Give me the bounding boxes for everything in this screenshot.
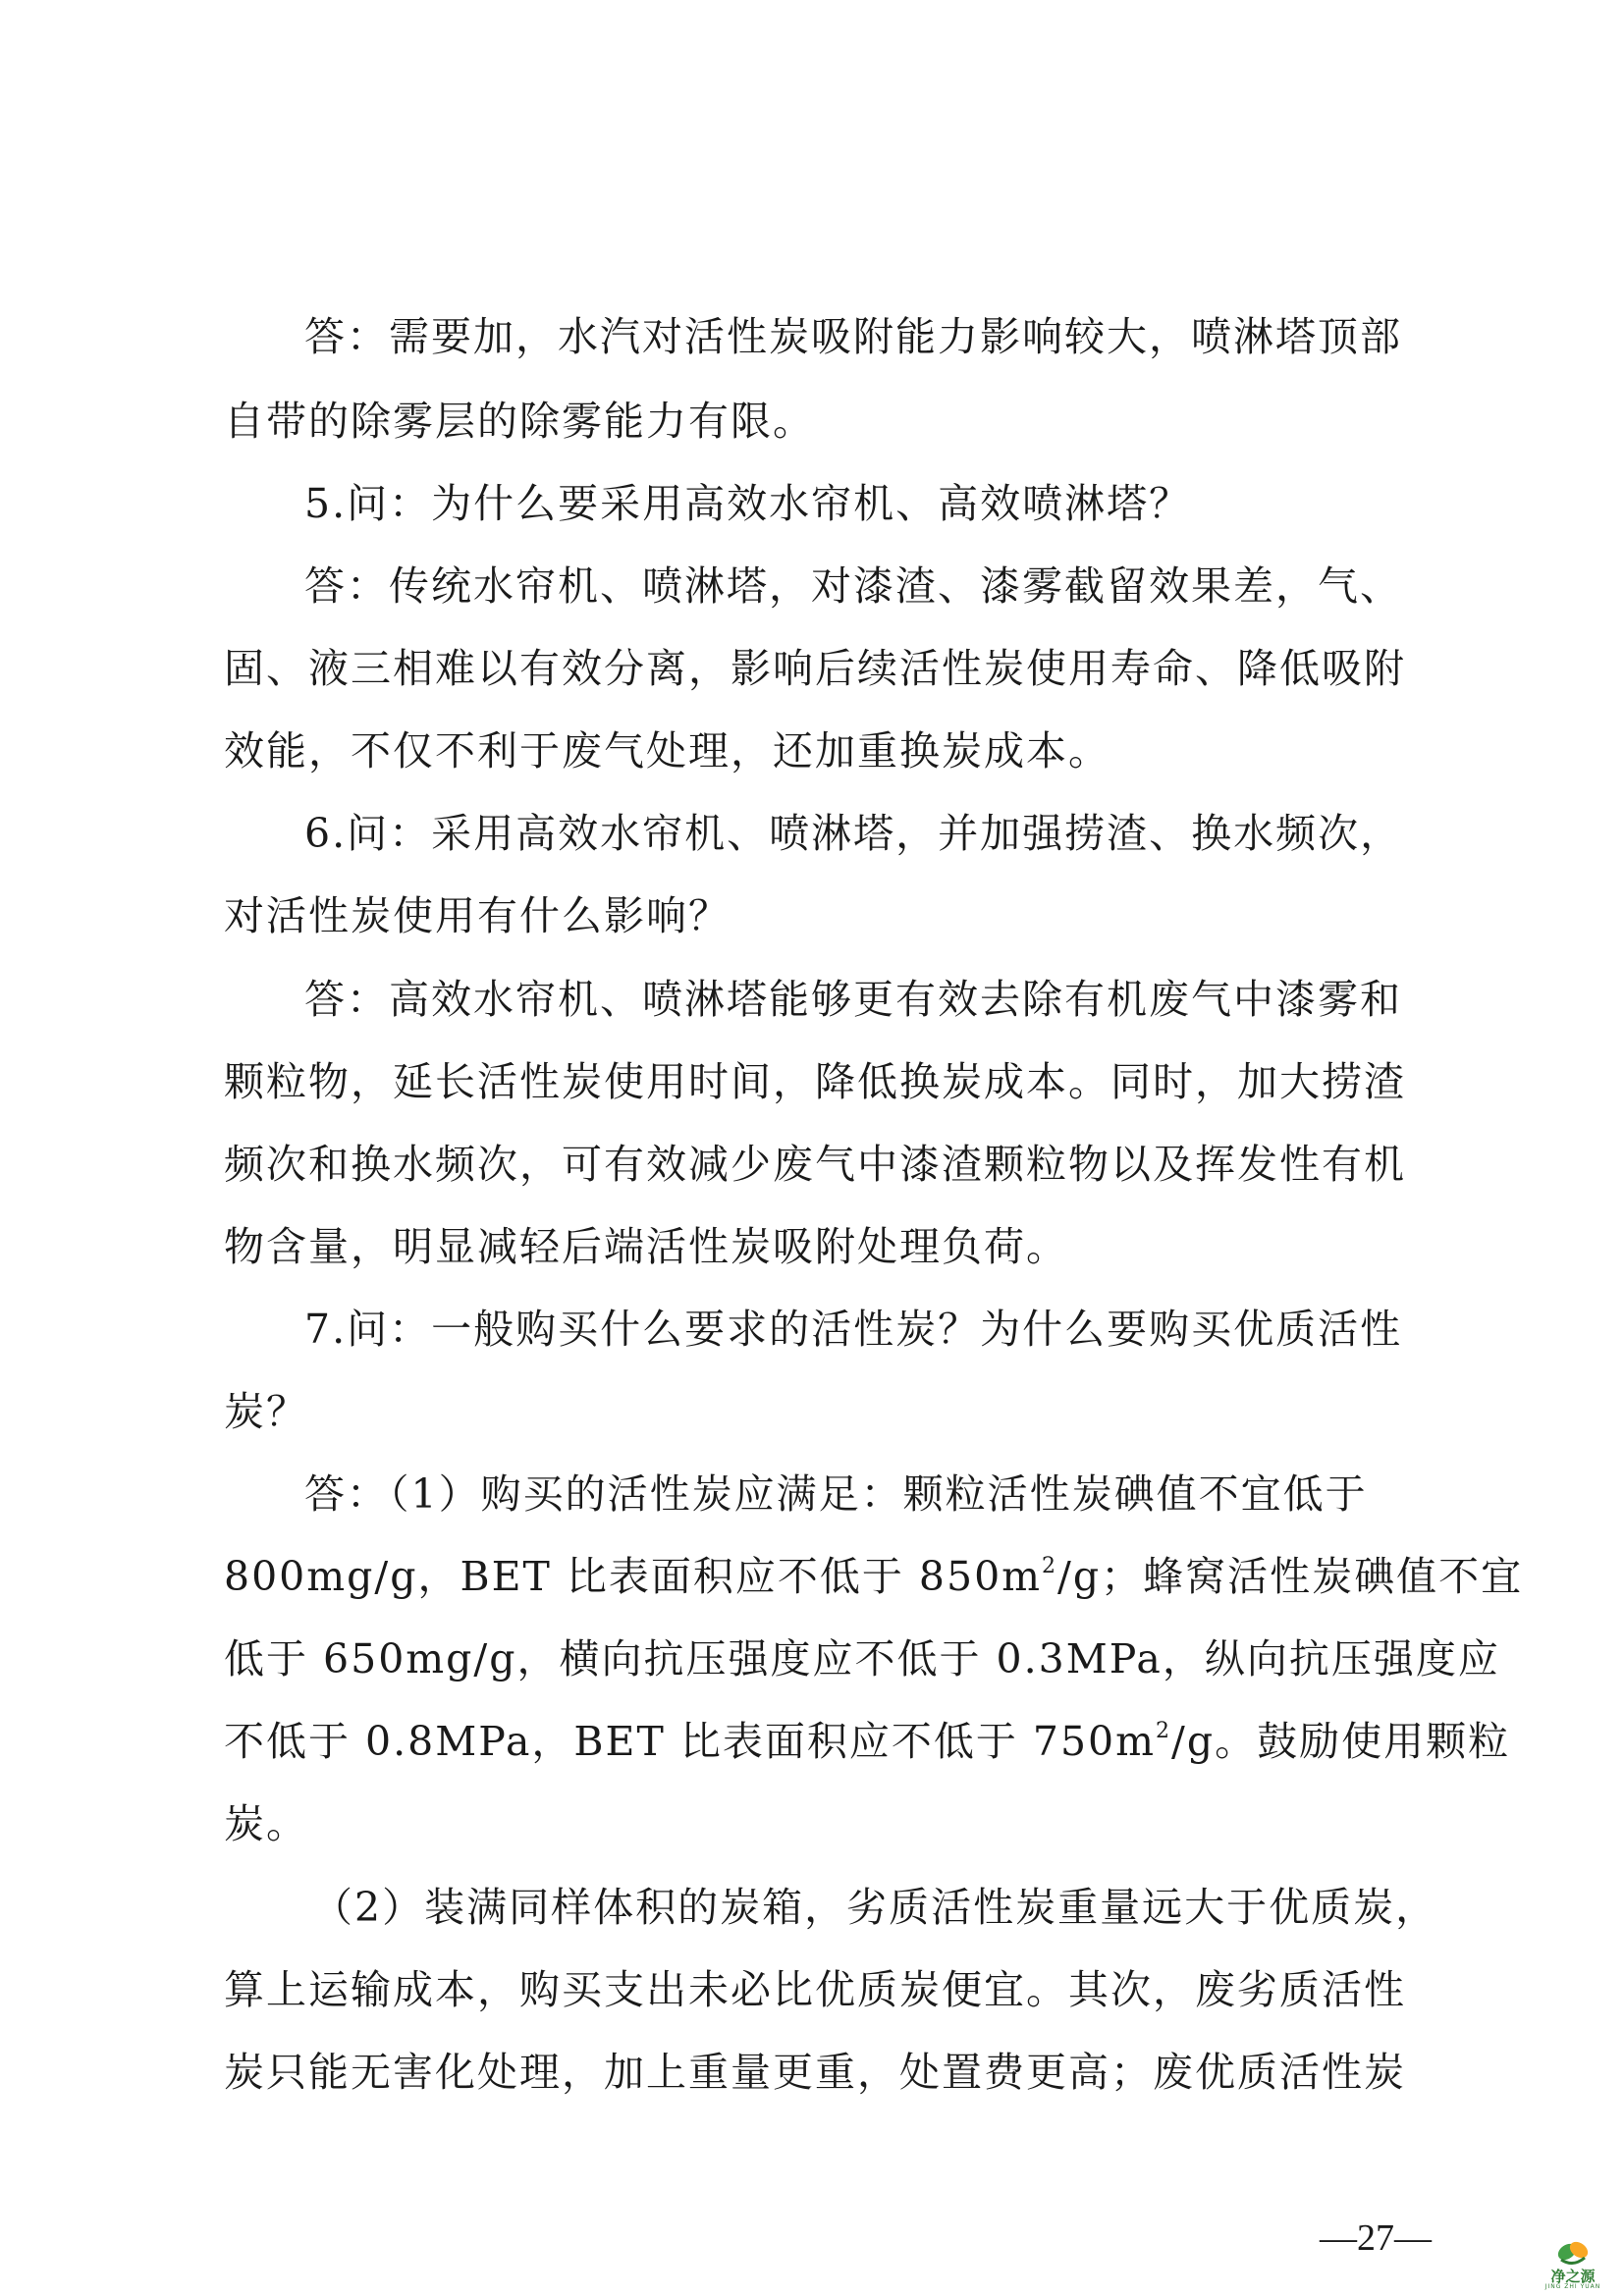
logo-subtitle: JING ZHI YUAN <box>1544 2283 1601 2290</box>
answer-6-line-1: 答：高效水帘机、喷淋塔能够更有效去除有机废气中漆雾和 <box>304 976 1402 1023</box>
answer-7-1-line-2-part-b: /g；蜂窝活性炭碘值不宜 <box>1057 1553 1524 1600</box>
answer-7-1-line-2 <box>224 1552 1524 1601</box>
leaf-logo-icon <box>1534 2236 1612 2268</box>
answer-4-line-2: 自带的除雾层的除雾能力有限。 <box>224 398 815 445</box>
answer-7-1-line-5: 炭。 <box>224 1800 308 1847</box>
page-number: —27— <box>1320 2217 1432 2259</box>
answer-6-line-3: 频次和换水频次，可有效减少废气中漆渣颗粒物以及挥发性有机 <box>224 1141 1406 1188</box>
answer-7-1-line-4 <box>224 1717 1511 1766</box>
answer-5-line-1: 答：传统水帘机、喷淋塔，对漆渣、漆雾截留效果差，气、 <box>304 562 1402 610</box>
answer-7-1-line-1: 答：（1）购买的活性炭应满足：颗粒活性炭碘值不宜低于 <box>304 1470 1368 1518</box>
answer-6-line-2: 颗粒物，延长活性炭使用时间，降低换炭成本。同时，加大捞渣 <box>224 1058 1406 1105</box>
answer-4-line-1: 答：需要加，水汽对活性炭吸附能力影响较大，喷淋塔顶部 <box>304 313 1402 360</box>
answer-7-1-line-2-part-a: 800mg/g，BET 比表面积应不低于 850m <box>224 1553 1043 1600</box>
superscript-2: 2 <box>1156 1719 1172 1743</box>
answer-7-1-line-4-part-b: /g。鼓励使用颗粒 <box>1171 1718 1511 1765</box>
question-5: 5.问：为什么要采用高效水帘机、高效喷淋塔？ <box>304 480 1192 527</box>
question-6-line-2: 对活性炭使用有什么影响？ <box>224 892 731 939</box>
question-6-line-1: 6.问：采用高效水帘机、喷淋塔，并加强捞渣、换水频次， <box>304 810 1403 857</box>
answer-7-2-line-3: 炭只能无害化处理，加上重量更重，处置费更高；废优质活性炭 <box>224 2049 1406 2096</box>
superscript-2: 2 <box>1042 1554 1058 1578</box>
answer-7-1-line-3: 低于 650mg/g，横向抗压强度应不低于 0.3MPa，纵向抗压强度应 <box>224 1635 1500 1682</box>
logo-name: 净之源 <box>1550 2268 1596 2285</box>
question-7-line-1: 7.问：一般购买什么要求的活性炭？为什么要购买优质活性 <box>304 1306 1403 1353</box>
answer-5-line-2: 固、液三相难以有效分离，影响后续活性炭使用寿命、降低吸附 <box>224 645 1406 692</box>
answer-7-2-line-2: 算上运输成本，购买支出未必比优质炭便宜。其次，废劣质活性 <box>224 1966 1406 2013</box>
answer-7-2-line-1: （2）装满同样体积的炭箱，劣质活性炭重量远大于优质炭， <box>312 1884 1438 1931</box>
question-7-line-2: 炭？ <box>224 1388 308 1435</box>
answer-6-line-4: 物含量，明显减轻后端活性炭吸附处理负荷。 <box>224 1223 1068 1270</box>
brand-logo <box>1534 2236 1612 2291</box>
answer-7-1-line-4-part-a: 不低于 0.8MPa，BET 比表面积应不低于 750m <box>224 1718 1157 1765</box>
answer-5-line-3: 效能，不仅不利于废气处理，还加重换炭成本。 <box>224 727 1110 774</box>
